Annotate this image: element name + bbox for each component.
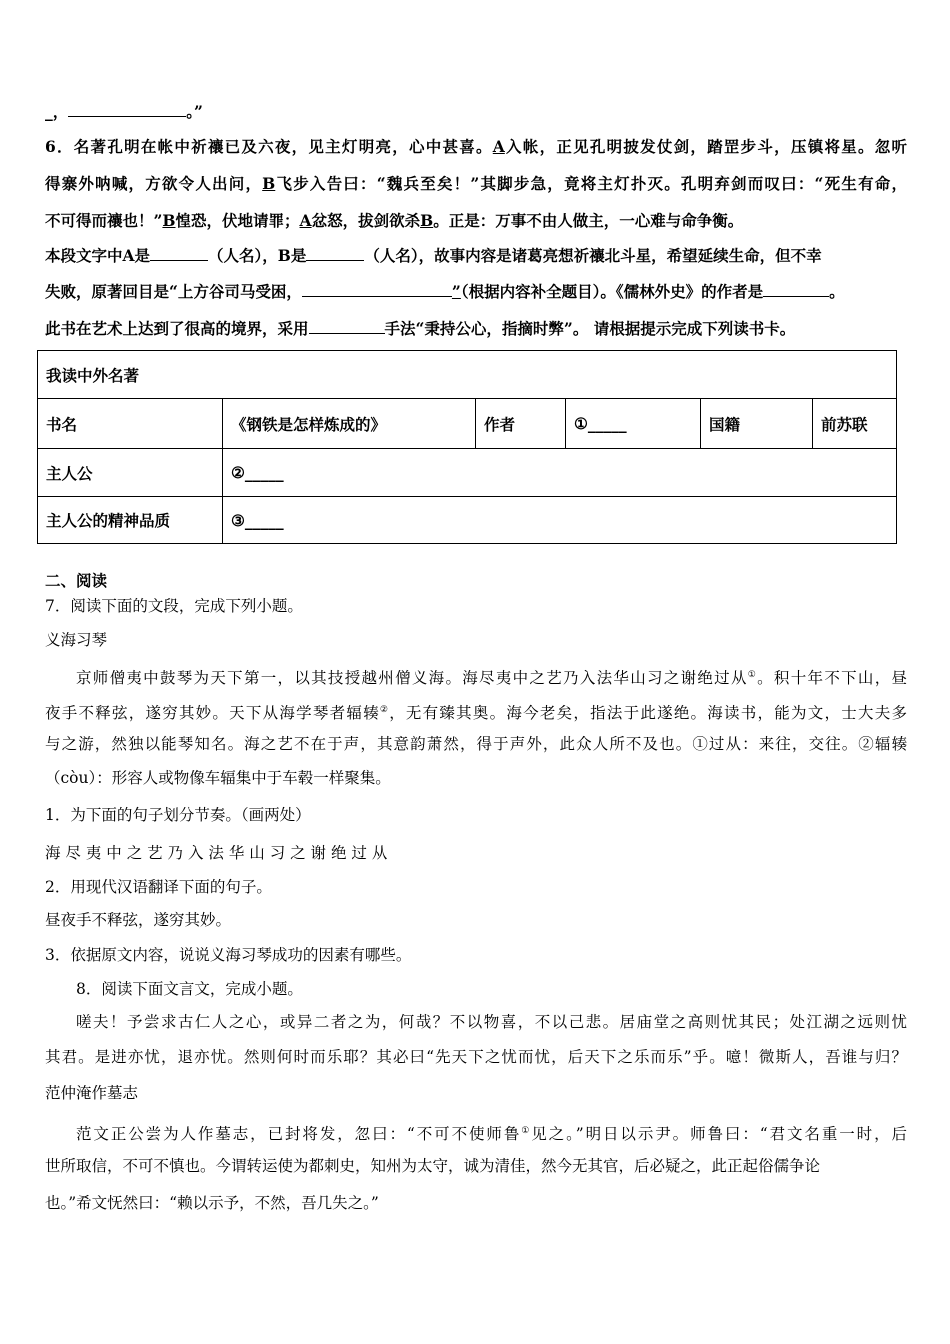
book-value: 《钢铁是怎样炼成的》 [223, 399, 476, 449]
text: 。积十年不下山，昼 [757, 669, 907, 688]
q6-line [45, 319, 907, 339]
section-heading: 二、阅读 [45, 571, 108, 590]
answer-blank[interactable] [68, 102, 186, 117]
text: 。” [186, 102, 203, 121]
subquestion-3: 3．依据原文内容，说说义海习琴成功的因素有哪些。 [45, 946, 412, 964]
marker-a: A [492, 137, 505, 156]
text: 入帐，正见孔明披发仗剑，踏罡步斗，压镇将星。忽听 [504, 137, 907, 156]
text: 本段文字中A是 [45, 246, 151, 265]
text: 不可得而禳也！” [45, 211, 163, 230]
text: （人名），故事内容是诸葛亮想祈禳北斗星，希望延续生命，但不幸 [364, 246, 822, 265]
q8-prompt: 8．阅读下面文言文，完成小题。 [76, 980, 303, 998]
footnote-mark: ① [747, 670, 758, 680]
answer-blank-b[interactable] [306, 246, 364, 261]
book-label: 书名 [38, 399, 223, 449]
text: 京师僧夷中鼓琴为天下第一，以其技授越州僧义海。海尽夷中之艺乃入法华山习之谢绝过从 [76, 669, 748, 688]
answer-blank-a[interactable] [150, 246, 208, 261]
passage-line [45, 1121, 907, 1144]
text: 失败，原著回目是“上方谷司马受困， [45, 282, 302, 301]
marker-b: B [420, 211, 434, 230]
text: _， [45, 102, 69, 121]
passage-line: 与之游，然独以能琴知名。海之艺不在于声，其意韵萧然，得于声外，此众人所不及也。①过从：来往，交往。②辐辏 [45, 735, 907, 753]
text: 飞步入告曰：“魏兵至矣！”其脚步急，竟将主灯扑灭。孔明弃剑而叹曰：“死生有命， [275, 174, 907, 193]
hero-value[interactable]: ②_____ [223, 449, 897, 497]
text: 得寨外呐喊，方欲令人出问， [45, 174, 263, 193]
marker-b: B [262, 174, 276, 193]
answer-blank-technique[interactable] [309, 319, 385, 334]
text: 惶恐，伏地请罪； [175, 211, 300, 230]
text: 忿怒，拔剑欲杀 [311, 211, 421, 230]
passage-title: 义海习琴 [45, 631, 108, 649]
marker-b: B [162, 211, 176, 230]
text: 见之。”明日以示尹。师鲁曰：“君文名重一时，后 [531, 1125, 907, 1144]
text: 此书在艺术上达到了很高的境界，采用 [45, 319, 309, 338]
text: ” [451, 282, 461, 301]
subquestion-1-text: 海 尽 夷 中 之 艺 乃 入 法 华 山 习 之 谢 绝 过 从 [45, 844, 388, 862]
passage-line [45, 665, 907, 688]
author-label: 作者 [476, 399, 566, 449]
passage-line: 其君。是进亦忧，退亦忧。然则何时而乐耶？其必曰“先天下之忧而忧，后天下之乐而乐”乎。噫！微斯人，吾谁与归？ [45, 1048, 907, 1066]
text: 手法“秉持公心，指摘时弊”。 请根据提示完成下列读书卡。 [384, 319, 796, 338]
text: （根据内容补全题目）。《儒林外史》的作者是 [460, 282, 764, 301]
passage-title: 范仲淹作墓志 [45, 1084, 139, 1102]
passage-line: 也。”希文怃然曰：“赖以示予，不然，吾几失之。” [45, 1194, 379, 1212]
q6-line [45, 174, 907, 194]
author-value[interactable]: ①_____ [566, 399, 701, 449]
q7-prompt: 7．阅读下面的文段，完成下列小题。 [45, 597, 303, 615]
answer-blank-title[interactable] [302, 282, 452, 297]
text: ，无有臻其奥。海今老矣，指法于此遂绝。海读书，能为文，士大夫多 [389, 704, 907, 723]
nation-label: 国籍 [701, 399, 813, 449]
q6-line [45, 211, 907, 231]
subquestion-1: 1．为下面的句子划分节奏。（画两处） [45, 806, 311, 824]
subquestion-2: 2．用现代汉语翻译下面的句子。 [45, 878, 272, 896]
text: （人名），B是 [208, 246, 307, 265]
answer-blank-author[interactable] [763, 282, 829, 297]
spirit-label: 主人公的精神品质 [38, 497, 223, 544]
subquestion-2-text: 昼夜手不释弦，遂穷其妙。 [45, 911, 232, 929]
passage-line: （còu）：形容人或物像车辐集中于车毂一样聚集。 [45, 769, 391, 787]
passage-line: 嗟夫！予尝求古仁人之心，或异二者之为，何哉？不以物喜，不以己悲。居庙堂之高则忧其民；处江湖之远则忧 [76, 1013, 907, 1031]
question-5-tail [45, 102, 907, 122]
text: 夜手不释弦，遂穷其妙。天下从海学琴者辐辏 [45, 704, 380, 723]
q6-line [45, 282, 907, 302]
passage-line [45, 700, 907, 723]
text: 范文正公尝为人作墓志，已封将发，忽曰：“不可不使师鲁 [76, 1125, 522, 1144]
reading-card-table [37, 350, 897, 544]
spirit-value[interactable]: ③_____ [223, 497, 897, 544]
q6-line [45, 137, 907, 157]
text: 。 [829, 282, 845, 301]
text: 。正是：万事不由人做主，一心难与命争衡。 [433, 211, 744, 230]
nation-value: 前苏联 [813, 399, 897, 449]
footnote-mark: ① [521, 1126, 532, 1136]
q6-line [45, 246, 907, 266]
hero-label: 主人公 [38, 449, 223, 497]
marker-a: A [299, 211, 312, 230]
passage-line: 世所取信，不可不慎也。今谓转运使为都刺史，知州为太守，诚为清佳，然今无其官，后必疑之，此正起俗儒争论 [45, 1157, 821, 1175]
card-title: 我读中外名著 [38, 351, 897, 399]
text: 6．名著孔明在帐中祈禳已及六夜，见主灯明亮，心中甚喜。 [45, 137, 493, 156]
footnote-mark: ② [379, 705, 390, 715]
